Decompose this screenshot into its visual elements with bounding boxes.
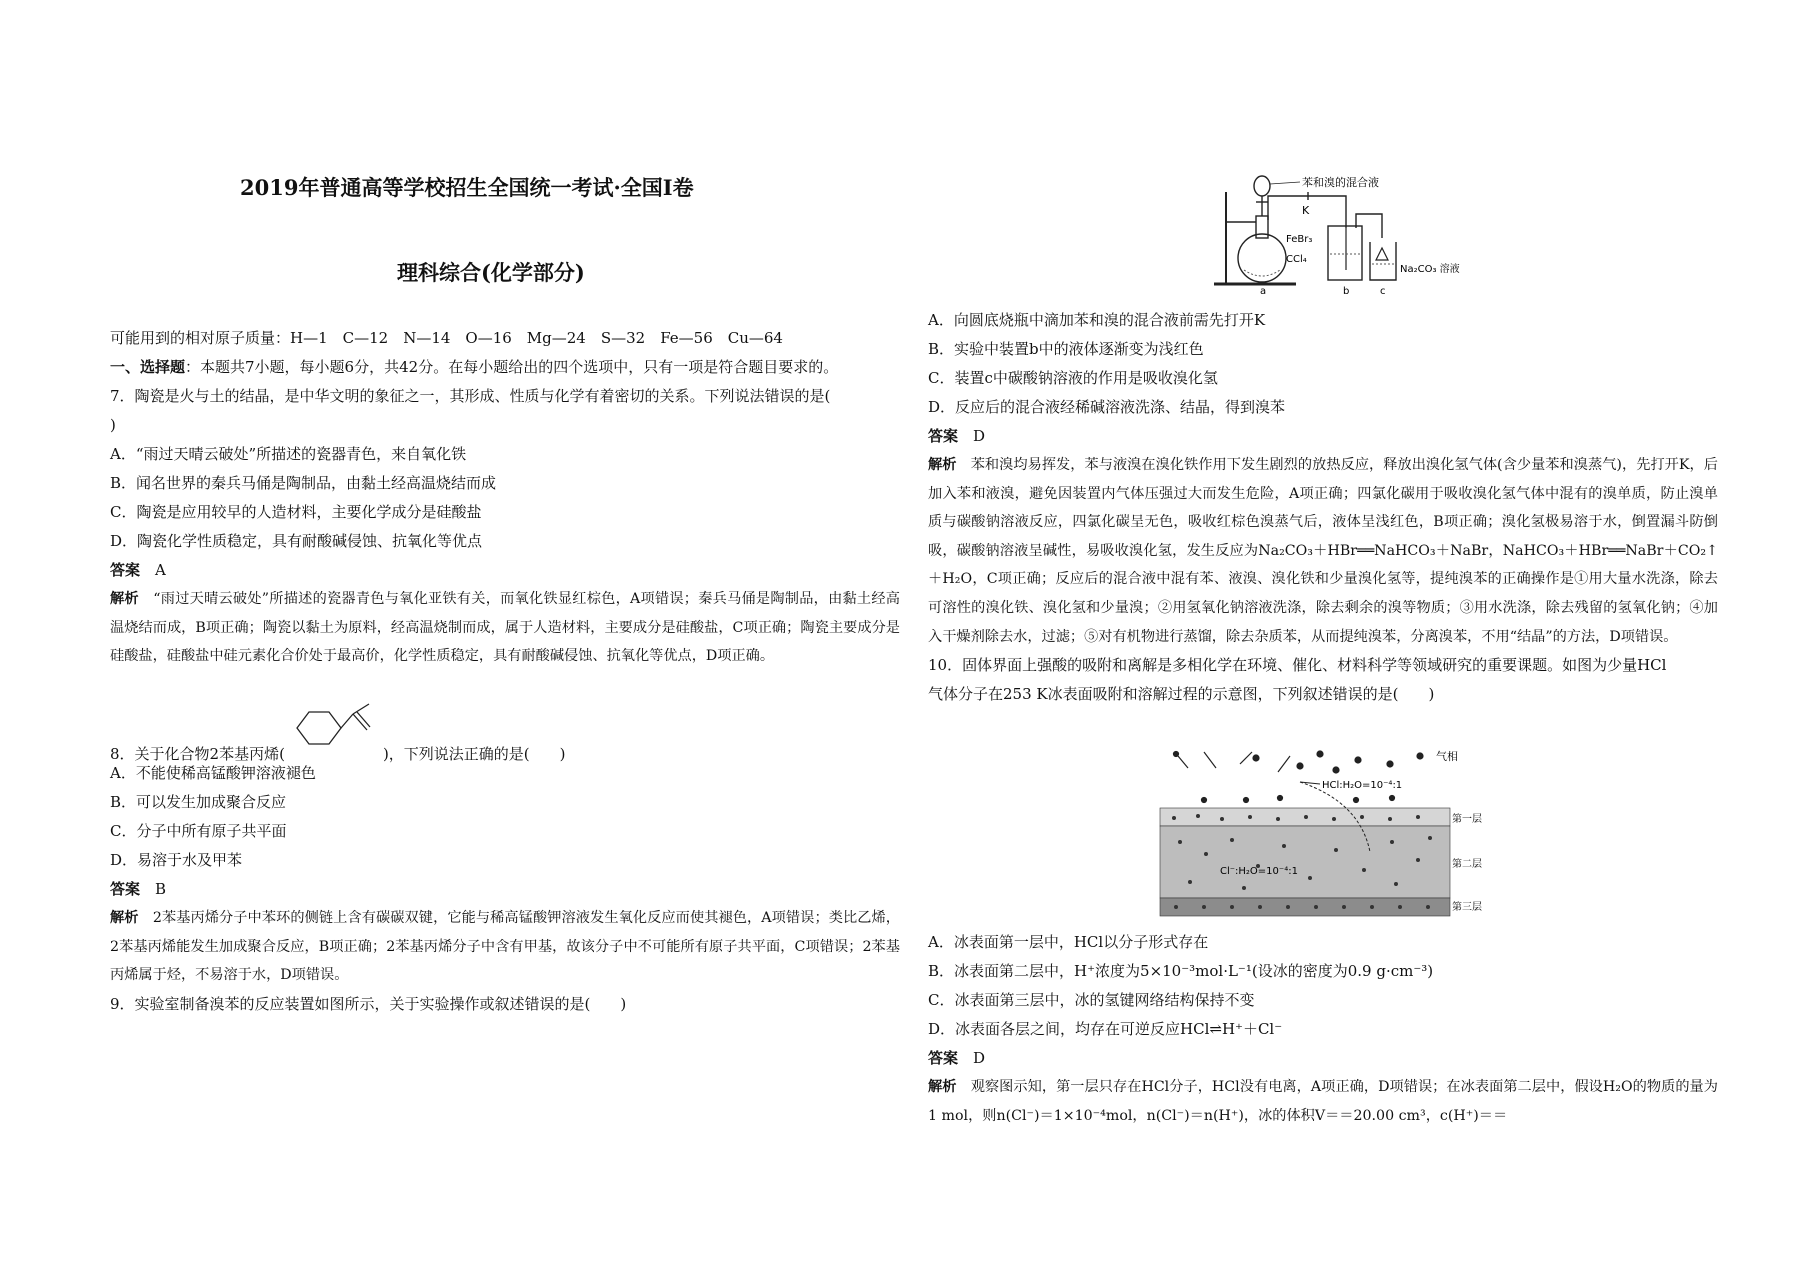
q10-analysis-text: 观察图示知，第一层只存在HCl分子，HCl没有电离，A项正确，D项错误；在冰表面第二层中，假设H₂O的物质的量为1 mol，则n(Cl⁻)＝1×10⁻⁴mol，n(Cl⁻)＝n(H⁺)，冰的体积V＝＝20.00 cm³，c(H⁺)＝＝ bbox=[928, 1079, 1718, 1124]
fig-label-a: a bbox=[1260, 286, 1267, 297]
intro-block bbox=[110, 324, 900, 671]
q9-option-c: C．装置c中碳酸钠溶液的作用是吸收溴化氢 bbox=[928, 369, 1218, 387]
q8-option-c: C．分子中所有原子共平面 bbox=[110, 822, 287, 840]
ice-surface-figure bbox=[1160, 742, 1490, 918]
q9-answer bbox=[928, 422, 1718, 451]
q8-option-d: D．易溶于水及甲苯 bbox=[110, 851, 243, 869]
q8-block bbox=[110, 730, 900, 1019]
q8-stem-a: 8．关于化合物2苯基丙烯( bbox=[110, 745, 285, 763]
q10-answer bbox=[928, 1044, 1718, 1073]
page-subtitle: 理科综合(化学部分) bbox=[397, 260, 585, 285]
q10-stem-2: 气体分子在253 K冰表面吸附和溶解过程的示意图，下列叙述错误的是( ) bbox=[928, 685, 1435, 704]
q7-answer bbox=[110, 556, 900, 585]
q8-structure bbox=[285, 730, 383, 759]
q8-answer-label: 答案 bbox=[110, 880, 141, 898]
fig-label-layer1: 第一层 bbox=[1452, 814, 1482, 825]
page-title: 2019年普通高等学校招生全国统一考试·全国Ⅰ卷 bbox=[240, 175, 694, 200]
fig-label-ccl4: CCl₄ bbox=[1286, 254, 1307, 265]
q8-analysis bbox=[110, 904, 900, 990]
alpha-methylstyrene-structure-icon bbox=[285, 690, 383, 752]
q7-analysis-label: 解析 bbox=[110, 591, 139, 607]
q10-options-block bbox=[928, 928, 1718, 1130]
fig-label-k: K bbox=[1302, 204, 1310, 217]
fig-label-c: c bbox=[1380, 286, 1386, 297]
q8-stem bbox=[110, 730, 900, 763]
q8-answer-value: B bbox=[155, 880, 167, 898]
fig-label-febr3: FeBr₃ bbox=[1286, 234, 1313, 245]
section-text: ：本题共7小题，每小题6分，共42分。在每小题给出的四个选项中，只有一项是符合题目要求的。 bbox=[185, 358, 839, 376]
apparatus-diagram bbox=[1210, 172, 1460, 297]
q10-stem-1: 10．固体界面上强酸的吸附和离解是多相化学在环境、催化、材料科学等领域研究的重要课题。如图为少量HCl bbox=[928, 656, 1667, 675]
q10-option-c: C．冰表面第三层中，冰的氢键网络结构保持不变 bbox=[928, 991, 1255, 1009]
q8-stem-b: )，下列说法正确的是( ) bbox=[382, 745, 566, 763]
q9-stem: 9．实验室制备溴苯的反应装置如图所示，关于实验操作或叙述错误的是( ) bbox=[110, 994, 627, 1013]
q7-option-a: A．“雨过天晴云破处”所描述的瓷器青色，来自氧化铁 bbox=[110, 445, 467, 463]
q10-analysis-label: 解析 bbox=[928, 1079, 957, 1095]
q7-stem-1: 7．陶瓷是火与土的结晶，是中华文明的象征之一，其形成、性质与化学有着密切的关系。下列说法错误的是( bbox=[110, 387, 831, 405]
fig-label-ratio1: HCl:H₂O=10⁻⁴:1 bbox=[1322, 780, 1403, 791]
fig-label-ratio2: Cl⁻:H₂O=10⁻⁴:1 bbox=[1220, 866, 1298, 877]
q9-options-block bbox=[928, 306, 1718, 709]
fig-label-layer3: 第三层 bbox=[1452, 902, 1482, 913]
q7-option-d: D．陶瓷化学性质稳定，具有耐酸碱侵蚀、抗氧化等优点 bbox=[110, 532, 483, 550]
q9-option-a: A．向圆底烧瓶中滴加苯和溴的混合液前需先打开K bbox=[928, 311, 1266, 329]
q10-option-a: A．冰表面第一层中，HCl以分子形式存在 bbox=[928, 933, 1209, 951]
q9-answer-label: 答案 bbox=[928, 427, 959, 445]
fig-label-b: b bbox=[1343, 286, 1350, 297]
q9-option-b: B．实验中装置b中的液体逐渐变为浅红色 bbox=[928, 340, 1204, 358]
q8-option-a: A．不能使稀高锰酸钾溶液褪色 bbox=[110, 764, 316, 782]
section-heading bbox=[110, 353, 900, 382]
q10-analysis bbox=[928, 1073, 1718, 1130]
q10-answer-value: D bbox=[973, 1049, 986, 1067]
q9-analysis-label: 解析 bbox=[928, 457, 957, 473]
q9-analysis-text: 苯和溴均易挥发，苯与液溴在溴化铁作用下发生剧烈的放热反应，释放出溴化氢气体(含少量苯和溴蒸气)，先打开K，后加入苯和液溴，避免因装置内气体压强过大而发生危险，A项正确；四氯化碳用于吸收溴化氢气体中混有的溴单质，防止溴单质与碳酸钠溶液反应，四氯化碳呈无色，吸收红棕色溴蒸气后，液体呈浅红色，B项正确；溴化氢极易溶于水，倒置漏斗防倒吸，碳酸钠溶液呈碱性，易吸收溴化氢，发生反应为Na₂CO₃＋HBr══NaHCO₃＋NaBr，NaHCO₃＋HBr══NaBr＋CO₂↑＋H₂O，C项正确；反应后的混合液中混有苯、液溴、溴化铁和少量溴化氢等，提纯溴苯的正确操作是①用大量水洗涤，除去可溶性的溴化铁、溴化氢和少量溴；②用氢氧化钠溶液洗涤，除去剩余的溴等物质；③用水洗涤，除去残留的氢氧化钠；④加入干燥剂除去水，过滤；⑤对有机物进行蒸馏，除去杂质苯，从而提纯溴苯，分离溴苯，不用“结晶”的方法，D项错误。 bbox=[928, 457, 1718, 645]
q8-analysis-label: 解析 bbox=[110, 910, 139, 926]
q8-answer bbox=[110, 875, 900, 904]
q9-analysis bbox=[928, 451, 1718, 651]
section-label: 一、选择题 bbox=[110, 358, 186, 376]
q7-stem-2: ) bbox=[110, 416, 116, 434]
fig-label-gas: 气相 bbox=[1436, 750, 1458, 763]
q10-option-b: B．冰表面第二层中，H⁺浓度为5×10⁻³mol·L⁻¹(设冰的密度为0.9 g·cm⁻³) bbox=[928, 962, 1434, 980]
q9-answer-value: D bbox=[973, 427, 986, 445]
bromobenzene-apparatus-figure bbox=[1210, 172, 1460, 297]
q10-option-d: D．冰表面各层之间，均存在可逆反应HCl⇌H⁺＋Cl⁻ bbox=[928, 1020, 1283, 1038]
q7-option-b: B．闻名世界的秦兵马俑是陶制品，由黏土经高温烧结而成 bbox=[110, 474, 497, 492]
q7-option-c: C．陶瓷是应用较早的人造材料，主要化学成分是硅酸盐 bbox=[110, 503, 482, 521]
fig-label-mixture: 苯和溴的混合液 bbox=[1302, 176, 1379, 189]
q8-analysis-text: 2苯基丙烯分子中苯环的侧链上含有碳碳双键，它能与稀高锰酸钾溶液发生氧化反应而使其褪色，A项错误；类比乙烯，2苯基丙烯能发生加成聚合反应，B项正确；2苯基丙烯分子中含有甲基，故该分子中不可能所有原子共平面，C项错误；2苯基丙烯属于烃，不易溶于水，D项错误。 bbox=[110, 910, 900, 984]
q8-option-b: B．可以发生加成聚合反应 bbox=[110, 793, 287, 811]
q9-option-d: D．反应后的混合液经稀碱溶液洗涤、结晶，得到溴苯 bbox=[928, 398, 1286, 416]
fig-label-layer2: 第二层 bbox=[1452, 859, 1482, 870]
q7-answer-value: A bbox=[155, 561, 166, 579]
ice-surface-diagram bbox=[1160, 742, 1490, 918]
q7-analysis bbox=[110, 585, 900, 671]
q10-answer-label: 答案 bbox=[928, 1049, 959, 1067]
atomic-masses: 可能用到的相对原子质量：H—1 C—12 N—14 O—16 Mg—24 S—32 Fe—56 Cu—64 bbox=[110, 329, 783, 347]
fig-label-na2co3: Na₂CO₃ 溶液 bbox=[1400, 264, 1460, 275]
q7-analysis-text: “雨过天晴云破处”所描述的瓷器青色与氧化亚铁有关，而氧化铁显红棕色，A项错误；秦兵马俑是陶制品，由黏土经高温烧结而成，B项正确；陶瓷以黏土为原料，经高温烧制而成，属于人造材料，主要成分是硅酸盐，C项正确；陶瓷主要成分是硅酸盐，硅酸盐中硅元素化合价处于最高价，化学性质稳定，具有耐酸碱侵蚀、抗氧化等优点，D项正确。 bbox=[110, 591, 900, 665]
q7-answer-label: 答案 bbox=[110, 561, 141, 579]
